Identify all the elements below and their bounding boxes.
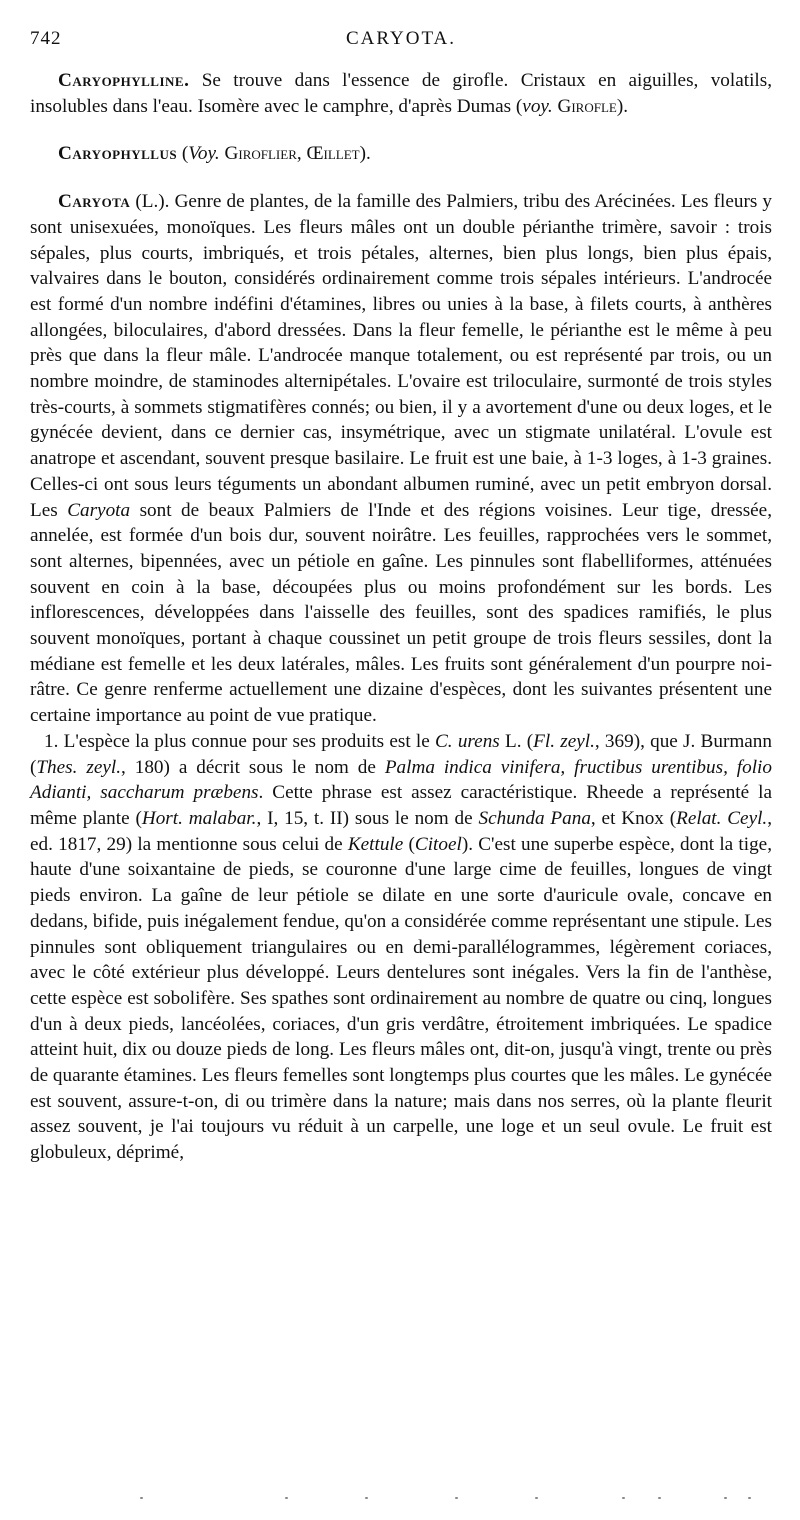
species-text: ). C'est une superbe espèce, dont la tige, haute d'une soixantaine de pieds, se couronne d'une large cime de feuilles, longues de vingt pieds environ. La gaîne de leur pétiole se dilate en une sorte d'auricule ovale, concave en dedans, bifide, puis inégalement fendue, qu'on a considérée comme représentant une stipule. Les pinnules sont obliquement triangulaires ou en demi-parallélogrammes, légèrement coriaces, avec le côté extérieur plus développé. Leurs dentelures sont inégales. Vers la fin de l'anthèse, cette espèce est sobolifère. Ses spathes sont ordinairement au nombre de quatre ou cinq, longues d'un à deux pieds, lancéolées, coriaces, d'un gris verdâtre, étroitement imbriquées. Le spadice atteint huit, dix ou douze pieds de long. Les fleurs mâles ont, dit-on, jusqu'à vingt, trente ou près de quarante étamines. Les fleurs femelles sont longtemps plus courtes que les mâles. Le gynécée est souvent, assure-t-on, di ou trimère dans la nature; mais dans nos serres, où la plante fleurit assez souvent, je l'ai toujours vu réduit à un carpelle, une loge et un seul ovule. Le fruit est globuleux, déprimé, [30, 833, 772, 1164]
entry-paragraph [30, 141, 772, 167]
species-name: C. urens [435, 730, 500, 752]
entry-caryophylline [30, 68, 772, 119]
vernacular-name: Citoel [414, 833, 462, 855]
species-text: , et Knox ( [590, 807, 677, 829]
species-text: , ed. 1817, 29) la mentionne sous celui de [30, 807, 773, 855]
entry-text: (L.). Genre de plantes, de la famille des Palmiers, tribu des Arécinées. Les fleurs y sont unisexuées, monoïques. Les fleurs mâles ont un double périanthe trimère, savoir : trois sépales, plus courts, imbriqués, et trois pétales, alternes, bien plus longs, bien plus épais, valvaires dans le bouton, considérés ordinairement comme trois sépales intérieurs. L'androcée est formé d'un nombre indéfini d'étamines, libres ou unies à la base, à filets courts, à anthères allongées, biloculaires, d'abord dressées. Dans la fleur femelle, le périanthe est le même à peu près que dans la fleur mâle. L'androcée manque totalement, ou est représenté par trois, ou un nombre moindre, de staminodes alternipétales. L'ovaire est triloculaire, surmonté de trois styles très-courts, à sommets stigmatifères connés; ou bien, il y a avortement d'une ou deux loges, et le gynécée devient, dans ce dernier cas, insymétrique, avec un stigmate unilatéral. L'ovule est anatrope et ascendant, souvent presque basilaire. Le fruit est une baie, à 1-3 loges, à 1-3 graines. Celles-ci ont sous leurs téguments un abondant albumen ruminé, avec un petit embryon dorsal. Les [30, 191, 772, 521]
species-text: 1. L'espèce la plus connue pour ses produits est le [44, 730, 435, 752]
headword-caryophylline: Caryophylline. [58, 70, 190, 91]
running-head [30, 28, 772, 56]
latin-phrase: Palma indica vinifera, fructibus urentibus, folio Adianti, saccharum præbens [30, 756, 772, 804]
citation-title: Thes. zeyl. [36, 756, 121, 778]
species-text: ( [403, 833, 415, 855]
entry-text: ). [359, 143, 371, 165]
species-paragraph-1 [30, 729, 772, 1166]
entry-caryophyllus [30, 141, 772, 167]
page-number: 742 [30, 28, 62, 49]
species-text: , I, 15, t. II) sous le nom de [256, 807, 479, 829]
cross-ref-voy: voy. [522, 95, 553, 117]
citation-title: Hort. malabar. [141, 807, 257, 829]
genus-name: Caryota [67, 499, 131, 521]
species-text: L. ( [499, 730, 534, 752]
citation-title: Relat. Ceyl. [676, 807, 768, 829]
entry-paragraph [30, 68, 772, 119]
running-title: CARYOTA. [345, 28, 457, 49]
bottom-bleed-through [30, 1497, 772, 1503]
species-text: . Cette phrase est assez caractéristique. Rheede a représenté la même plante ( [30, 782, 772, 829]
entry-caryota [30, 189, 772, 1166]
cross-ref-target: Girofle [552, 95, 617, 117]
entry-text: sont de beaux Palmiers de l'Inde et des régions voisines. Leur tige, dressée, annelée, est formée d'un bois dur, souvent noirâtre. Les feuilles, rapprochées vers le sommet, sont alternes, bipennées, avec un pétiole en gaîne. Les pinnules sont flabelliformes, atténuées souvent en coin à la base, découpées plus ou moins profondément sur les bords. Les inflorescences, développées dans l'aisselle des feuilles, sont des spadices ramifiés, le plus souvent monoïques, portant à chaque coussinet un petit groupe de trois fleurs sessiles, dont la médiane est femelle et les deux latérales, mâles. Les fruits sont généralement d'un pourpre noirâtre. Ce genre renferme actuellement une dizaine d'espèces, dont les suivantes présentent une certaine importance au point de vue pratique. [30, 499, 772, 727]
entry-paragraph [30, 189, 772, 729]
entry-text: Se trouve dans l'essence de girofle. Cristaux en aiguilles, volatils, insolubles dans l'eau. Isomère avec le camphre, d'après Dumas ( [30, 70, 772, 117]
vernacular-name: Kettule [347, 833, 404, 855]
citation-title: Fl. zeyl. [533, 730, 595, 752]
vernacular-name: Schunda Pana [478, 807, 591, 829]
species-text: , 369), que J. Burmann ( [30, 730, 772, 778]
entry-text: ). [616, 95, 629, 117]
entry-text: ( [177, 143, 189, 165]
species-text: , 180) a décrit sous le nom de [121, 756, 385, 778]
cross-ref-target: Giroflier, Œillet [219, 143, 360, 165]
headword-caryophyllus: Caryophyllus [58, 143, 178, 165]
cross-ref-voy: Voy. [188, 143, 220, 165]
headword-caryota: Caryota [58, 191, 131, 213]
page [30, 28, 772, 1166]
